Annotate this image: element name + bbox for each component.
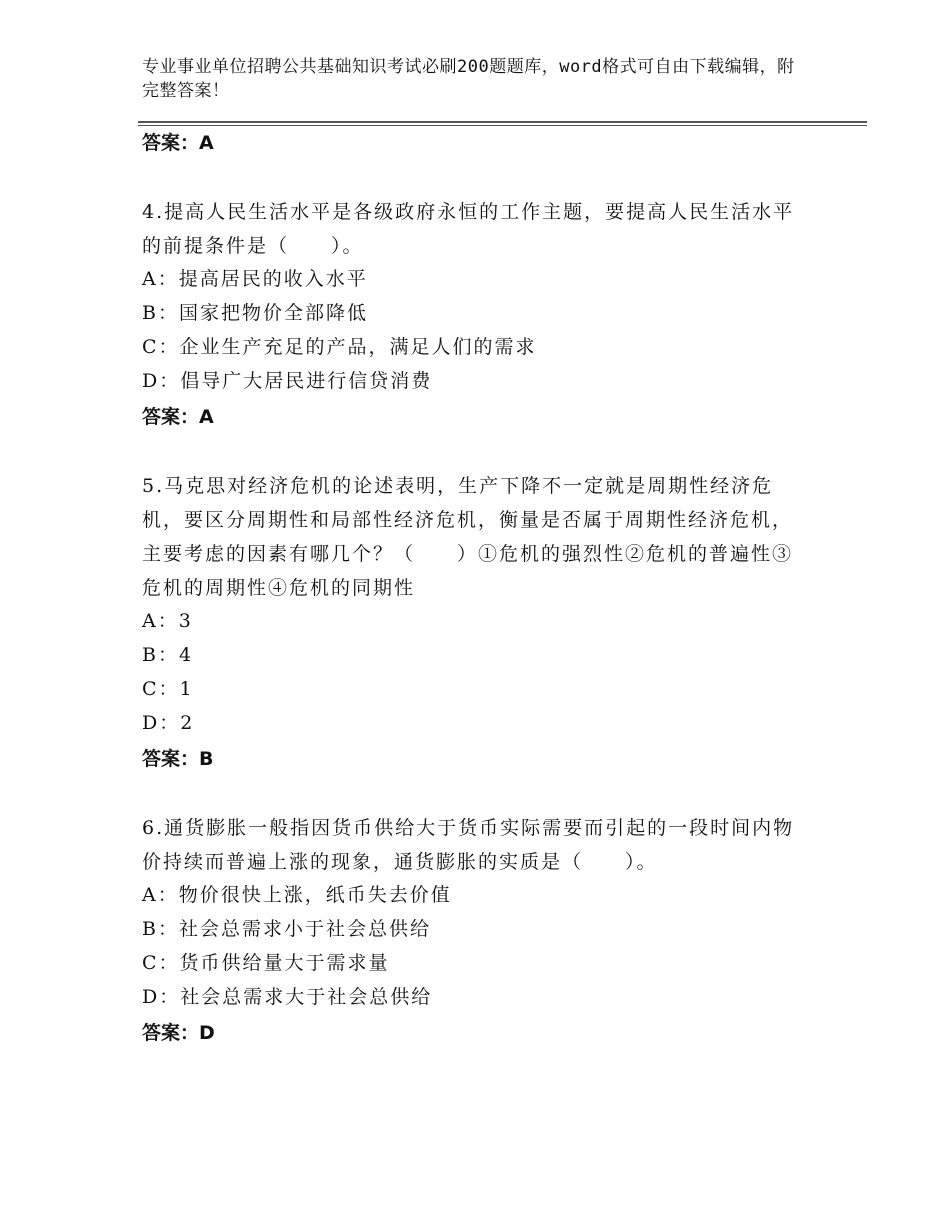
question-5-option-a: A：3 — [142, 610, 193, 632]
question-5-option-b: B：4 — [142, 644, 194, 666]
question-4-option-d: D：倡导广大居民进行信贷消费 — [142, 370, 433, 392]
question-6-stem: 6.通货膨胀一般指因货币供给大于货币实际需要而引起的一段时间内物价持续而普遍上涨的现象，通货膨胀的实质是（ ）。 — [142, 817, 795, 873]
answer-q5: 答案：B — [142, 748, 214, 770]
answer-q6: 答案：D — [142, 1022, 215, 1044]
question-4-option-c: C：企业生产充足的产品，满足人们的需求 — [142, 336, 537, 358]
question-4-option-b: B：国家把物价全部降低 — [142, 302, 368, 324]
question-6-option-c: C：货币供给量大于需求量 — [142, 952, 390, 974]
question-6-option-b: B：社会总需求小于社会总供给 — [142, 918, 431, 940]
question-5-stem: 5.马克思对经济危机的论述表明，生产下降不一定就是周期性经济危机，要区分周期性和局部性经济危机，衡量是否属于周期性经济危机，主要考虑的因素有哪几个？（ ）①危机的强烈性②危机的普遍性③危机的周期性④危机的同期性 — [142, 475, 794, 599]
document-header: 专业事业单位招聘公共基础知识考试必刷200题题库，word格式可自由下载编辑，附完整答案！ — [142, 57, 795, 101]
header-rule-thick — [138, 121, 867, 123]
header-rule-thin — [138, 125, 867, 126]
question-5-option-c: C：1 — [142, 678, 194, 700]
question-5-option-d: D：2 — [142, 712, 195, 734]
answer-q4: 答案：A — [142, 406, 214, 428]
answer-q3: 答案：A — [142, 132, 214, 154]
question-6-option-d: D：社会总需求大于社会总供给 — [142, 986, 433, 1008]
question-4-stem: 4.提高人民生活水平是各级政府永恒的工作主题，要提高人民生活水平的前提条件是（ ）。 — [142, 201, 795, 257]
question-6-option-a: A：物价很快上涨，纸币失去价值 — [142, 884, 452, 906]
question-4-option-a: A：提高居民的收入水平 — [142, 268, 368, 290]
